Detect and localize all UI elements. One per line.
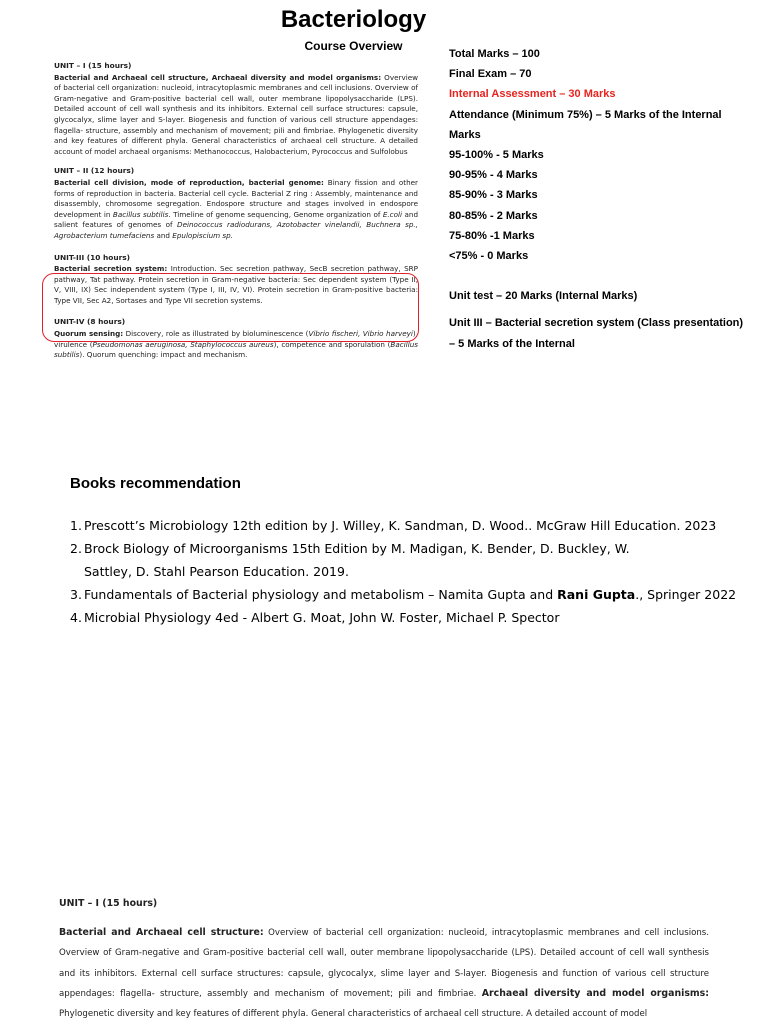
- book-title: Microbial Physiology 4ed - Albert G. Moat, John W. Foster, Michael P. Spector: [84, 610, 560, 625]
- unit-topic-lead: Bacterial cell division, mode of reproduction, bacterial genome:: [54, 177, 324, 187]
- marks-line: Final Exam – 70: [449, 68, 532, 81]
- marks-line: Unit test – 20 Marks (Internal Marks): [449, 290, 638, 303]
- marks-line: 90-95% - 4 Marks: [449, 169, 538, 182]
- unit-text: Overview of bacterial cell organization: nucleoid, intracytoplasmic membranes and cell inclusions. Overview of Gram-negative and Gram-positive bacterial cell wall, outer membrane lipopolysaccharide (LPS). Detailed account of cell wall synthesis and its inhibitors. External cell surface structures: capsule, glycocalyx, slime layer and S-layer. Biogenesis and function of various cell structure appendages: flagella- structure, assembly and mechanism of movement; pili and fimbriae. Phylogenetic diversity and key features of different phyla. General characteristics of archaeal cell structure. A detailed account of model archaeal organisms: Methanococcus, Halobacterium, Pyrococcus and Sulfolobus: [54, 72, 419, 156]
- book-title-text: Fundamentals of Bacterial physiology and metabolism – Namita Gupta and: [84, 587, 558, 602]
- book-title-text: ., Springer 2022: [635, 587, 737, 602]
- unit-3-highlight-outline: [42, 273, 419, 342]
- book-title: [84, 583, 760, 606]
- unit-topic-lead: Bacterial secretion system:: [54, 264, 168, 274]
- unit-description: [59, 923, 709, 1024]
- unit-text: ). Quorum quenching: impact and mechanism.: [79, 350, 248, 360]
- unit-text: and: [154, 230, 173, 240]
- spacer: [449, 266, 749, 286]
- marks-line-internal-assessment: Internal Assessment – 30 Marks: [449, 88, 616, 101]
- list-number: 4.: [70, 610, 82, 625]
- books-list: [70, 514, 760, 629]
- spacer: [449, 306, 749, 313]
- bottom-syllabus-excerpt: [59, 894, 709, 1024]
- unit-1-block: [54, 61, 418, 157]
- book-title: Prescott’s Microbiology 12th edition by J. Willey, K. Sandman, D. Wood.. McGraw Hill Education. 2023: [84, 518, 717, 533]
- species-name: Bacillus subtilis: [54, 339, 418, 360]
- list-number: 3.: [70, 587, 82, 602]
- marks-line: 85-90% - 3 Marks: [449, 189, 538, 202]
- species-name: Deinococcus radiodurans, Azotobacter vinelandii, Buchnera sp., Agrobacterium tumefaciens: [54, 220, 418, 240]
- marks-line: <75% - 0 Marks: [449, 250, 529, 263]
- marks-line: 75-80% -1 Marks: [449, 229, 535, 242]
- unit-topic-lead: Bacterial and Archaeal cell structure:: [59, 927, 264, 939]
- unit-text: Overview of bacterial cell organization: nucleoid, intracytoplasmic membranes and cell inclusions. Overview of Gram-negative and Gram-positive bacterial cell wall, outer membrane lipopolysaccharide (LPS). Detailed account of cell wall synthesis and its inhibitors. External cell surface structures: capsule, glycocalyx, slime layer and S-layer. Biogenesis and function of various cell structure appendages: flagella- structure, assembly and mechanism of movement; pili and fimbriae.: [59, 928, 710, 999]
- unit-heading: UNIT-IV (8 hours): [54, 317, 126, 327]
- unit-text: Phylogenetic diversity and key features of different phyla. General characteristics of archaeal cell structure. A detailed account of model: [59, 1009, 648, 1020]
- species-name: Pseudomonas aeruginosa, Staphylococcus aureus: [92, 339, 274, 349]
- marks-line: Total Marks – 100: [449, 48, 540, 60]
- book-title: Brock Biology of Microorganisms 15th Edition by M. Madigan, K. Bender, D. Buckley, W. Sattley, D. Stahl Pearson Education. 2019.: [84, 541, 630, 579]
- species-name: Vibrio fischeri, Vibrio harveyi: [308, 329, 413, 339]
- marks-breakdown: [449, 44, 749, 354]
- unit-topic-lead: Bacterial and Archaeal cell structure, Archaeal diversity and model organisms:: [54, 72, 382, 82]
- book-author-bold: Rani Gupta: [557, 587, 636, 602]
- unit-text: Binary fission and other forms of reproduction in bacteria. Bacterial cell cycle. Bacterial Z ring : Assembly, maintenance and disassembly, chromosome segregation. Endospore structure and stages involved in endospore development in: [54, 177, 418, 219]
- unit-2-block: [54, 166, 418, 241]
- unit-text: . Timeline of genome sequencing, Genome organization of: [168, 209, 383, 219]
- books-heading: Books recommendation: [70, 475, 241, 492]
- list-item: [70, 514, 760, 537]
- unit-text: Discovery, role as illustrated by bioluminescence (: [123, 329, 309, 339]
- page-title: Bacteriology: [280, 6, 427, 33]
- marks-line: Attendance (Minimum 75%) – 5 Marks of the Internal Marks: [449, 108, 722, 141]
- marks-line: Unit III – Bacterial secretion system (Class presentation) – 5 Marks of the Internal: [449, 317, 744, 350]
- list-number: 1.: [70, 518, 82, 533]
- page-subtitle: Course Overview: [304, 39, 403, 53]
- unit-text: ), virulence (: [54, 329, 418, 349]
- unit-heading: UNIT – II (12 hours): [54, 166, 135, 176]
- unit-description: [54, 73, 418, 158]
- unit-heading: UNIT – I (15 hours): [54, 61, 132, 70]
- species-name: Epulopiscium sp.: [172, 230, 234, 240]
- unit-text: ), competence and sporulation (: [273, 339, 391, 349]
- unit-description: [54, 178, 418, 242]
- unit-heading: UNIT-III (10 hours): [54, 252, 131, 262]
- marks-line: 80-85% - 2 Marks: [449, 209, 538, 222]
- unit-text: and salient features of genomes of: [54, 209, 419, 230]
- unit-topic-lead: Archaeal diversity and model organisms:: [481, 987, 710, 999]
- list-number: 2.: [70, 541, 82, 556]
- species-name: E.coli: [382, 209, 403, 219]
- unit-heading: UNIT – I (15 hours): [59, 898, 158, 909]
- unit-topic-lead: Quorum sensing:: [54, 329, 124, 339]
- species-name: Bacillus subtilis: [112, 209, 169, 219]
- list-item: [70, 606, 760, 629]
- list-item: [70, 537, 760, 583]
- marks-line: 95-100% - 5 Marks: [449, 149, 544, 162]
- unit-text: Introduction. Sec secretion pathway, SecB secretion pathway, SRP pathway, Tat pathway. Protein secretion in Gram-negative bacteria: Sec dependent system (Type II, V, VIII, IX) Sec independent system (Type I, III, IV, VI). Protein secretion in Gram-positive bacteria: Type VII, Sec A2, Sortases and Type VII secretion systems.: [54, 264, 418, 305]
- list-item: [70, 583, 760, 606]
